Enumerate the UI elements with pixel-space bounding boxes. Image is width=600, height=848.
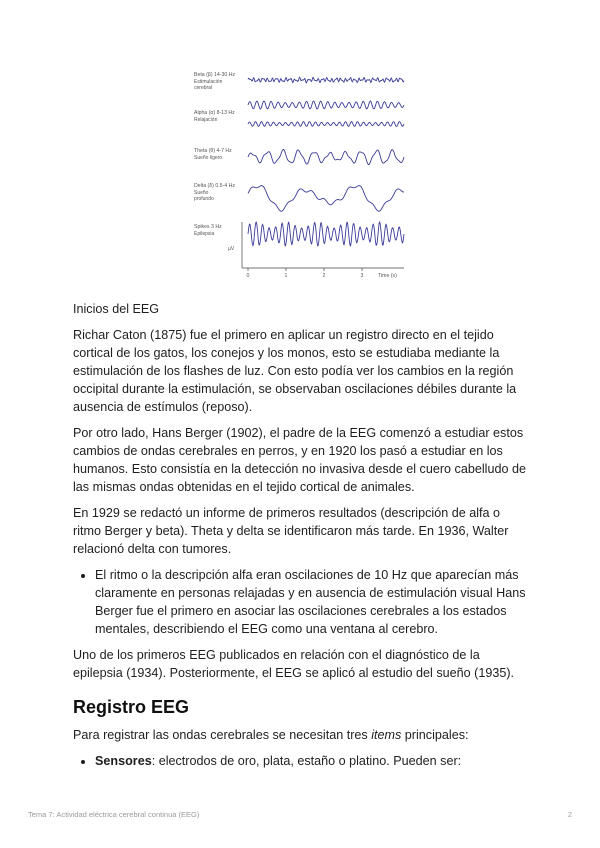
wave-desc-label: Relajación <box>194 117 218 123</box>
bullet-list <box>73 752 529 770</box>
wave-desc-label: Epilepsia <box>194 231 215 237</box>
section-heading-inicios: Inicios del EEG <box>73 302 160 316</box>
paragraph: Uno de los primeros EEG publicados en relación con el diagnóstico de la epilepsia (1934). Posteriormente, el EEG se aplicó al estudio del sueño (1935). <box>73 648 515 680</box>
y-axis-label: µV <box>228 246 235 252</box>
eeg-wave-trace <box>248 122 404 127</box>
eeg-wave-trace <box>248 149 404 164</box>
page-number: 2 <box>567 810 572 819</box>
eeg-wave-trace <box>248 101 404 109</box>
list-item: • El ritmo o la descripción alfa eran oscilaciones de 10 Hz que aparecían más claramente en personas relajadas y en ausencia de estimulación visual Hans Berger fue el primero en asociar las oscilaciones cerebrales a los estados mentales, describiendo el EEG como una ventana al cerebro. <box>95 566 529 638</box>
section-heading-registro: Registro EEG <box>73 697 190 717</box>
wave-title-label: Delta (δ) 0.5-4 Hz <box>194 183 235 189</box>
footer-title: Tema 7: Actividad eléctrica cerebral continua (EEG) <box>28 810 200 819</box>
paragraph: Richar Caton (1875) fue el primero en aplicar un registro directo en el tejido cortical de los gatos, los conejos y los monos, esto se estudiaba mediante la estimulación de los flashes de luz. Con esto podía ver los cambios en la región occipital durante la estimulación, se observaban oscilaciones débiles durante la ausencia de estímulos (reposo). <box>73 328 517 414</box>
wave-desc-label: cerebral <box>194 85 213 91</box>
bold-term: Sensores <box>95 754 152 768</box>
bullet-list <box>73 566 529 638</box>
wave-desc-label: Sueño ligero <box>194 155 223 161</box>
eeg-wave-trace <box>248 186 404 212</box>
x-tick-label: 0 <box>246 273 250 278</box>
text-run: principales: <box>401 728 469 742</box>
x-axis-label: Time (s) <box>378 273 397 278</box>
eeg-waves-figure <box>192 72 406 278</box>
list-item <box>95 752 529 770</box>
paragraph <box>73 726 529 744</box>
eeg-wave-trace <box>248 77 404 82</box>
text-run: Para registrar las ondas cerebrales se necesitan tres <box>73 728 372 742</box>
x-tick-label: 1 <box>284 273 288 278</box>
text-run: : electrodos de oro, plata, estaño o platino. Pueden ser: <box>151 754 462 768</box>
wave-desc-label: profundo <box>194 196 214 202</box>
x-tick-label: 2 <box>322 273 326 278</box>
wave-title-label: Alpha (α) 8-13 Hz <box>194 110 235 116</box>
x-tick-label: 3 <box>360 273 364 278</box>
wave-title-label: Theta (θ) 4-7 Hz <box>194 148 232 154</box>
wave-title-label: Beta (β) 14-30 Hz <box>194 72 236 78</box>
eeg-wave-trace <box>248 222 404 246</box>
wave-title-label: Spikes 3 Hz <box>194 224 222 230</box>
paragraph: En 1929 se redactó un informe de primeros resultados (descripción de alfa o ritmo Berger y beta). Theta y delta se identificaron más tarde. En 1936, Walter relacionó delta con tumores. <box>73 506 509 556</box>
wave-desc-label: Estimulación <box>194 79 223 85</box>
eeg-waves-plot <box>192 72 406 278</box>
page-content <box>73 300 529 778</box>
paragraph: Por otro lado, Hans Berger (1902), el padre de la EEG comenzó a estudiar estos cambios de ondas cerebrales en perros, y en 1920 los pasó a estudiar en los humanos. Esto consistía en la detección no invasiva desde el cuero cabelludo de las mismas ondas obtenidas en el tejido cortical de animales. <box>73 426 526 494</box>
italic-term: items <box>371 728 402 742</box>
wave-desc-label: Sueño <box>194 190 209 196</box>
